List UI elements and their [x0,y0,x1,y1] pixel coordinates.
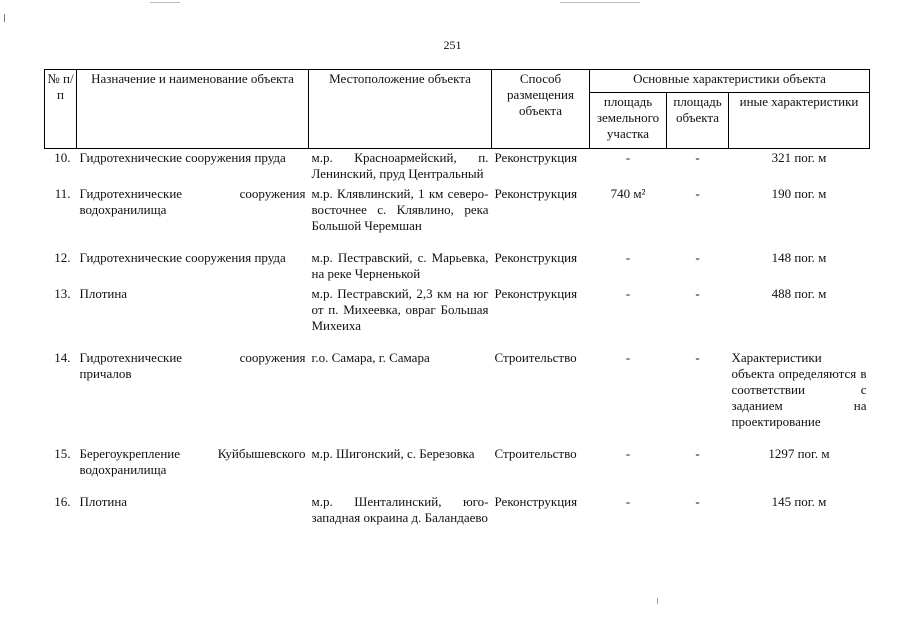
row-method: Реконструкция [494,494,578,509]
header-name: Назначение и наименование объекта [77,70,309,149]
row-location: м.р. Пестравский, 2,3 км на юг от п. Михеевка, овраг Большая Михеиха [311,286,489,333]
row-name: Гидротехнические сооружения пруда [79,250,286,265]
table-body [45,149,870,533]
table-row [45,350,870,446]
header-object-area: площадь объекта [667,93,729,149]
table-row [45,250,870,286]
row-method: Реконструкция [494,150,578,165]
row-other-characteristics: 1297 пог. м [768,446,830,461]
row-other-characteristics: 321 пог. м [771,150,827,165]
scan-speckle [657,598,658,604]
row-number: 10. [54,150,71,165]
row-object-area: - [695,186,700,201]
row-object-area: - [695,286,700,301]
row-location: м.р. Шенталинский, юго-западная окраина д. Баландаево [311,494,489,525]
row-object-area: - [695,350,700,365]
row-land-area: - [625,250,631,265]
row-method: Реконструкция [494,250,578,265]
row-number: 13. [54,286,71,301]
objects-table [44,69,870,532]
header-location: Местоположение объекта [309,70,492,149]
row-land-area: - [625,446,631,461]
scan-speckle [560,2,640,3]
row-method: Реконструкция [494,186,578,201]
table-row [45,286,870,350]
row-land-area: 740 м² [610,186,646,201]
row-other-characteristics: Характеристики объекта определяются в соответствии с заданием на проектирование [731,350,867,429]
page-number: 251 [443,38,462,52]
row-method: Строительство [494,446,577,461]
row-land-area: - [625,350,631,365]
row-name: Гидротехнические сооружения причалов [79,350,306,381]
row-name: Берегоукрепление Куйбышевского водохранилища [79,446,306,477]
row-object-area: - [695,150,700,165]
row-name: Плотина [79,494,128,509]
row-other-characteristics: 488 пог. м [771,286,827,301]
row-location: м.р. Пестравский, с. Марьевка, на реке Черненькой [311,250,489,281]
row-object-area: - [695,446,700,461]
row-land-area: - [625,494,631,509]
header-method: Способ размещения объекта [492,70,590,149]
row-method: Реконструкция [494,286,578,301]
table-row [45,446,870,494]
row-number: 16. [54,494,71,509]
scan-speckle [150,2,180,3]
row-other-characteristics: 145 пог. м [771,494,827,509]
row-other-characteristics: 190 пог. м [771,186,827,201]
row-location: м.р. Красноармейский, п. Ленинский, пруд Центральный [311,150,489,181]
row-location: г.о. Самара, г. Самара [311,350,430,365]
row-name: Гидротехнические сооружения пруда [79,150,286,165]
header-main-characteristics: Основные характеристики объекта [590,70,870,93]
header-land-area: площадь земельного участка [590,93,667,149]
table-header [45,70,870,149]
header-other-characteristics: иные характеристики [729,93,870,149]
row-land-area: - [625,150,631,165]
table-row [45,186,870,250]
row-name: Гидротехнические сооружения водохранилища [79,186,306,217]
row-other-characteristics: 148 пог. м [771,250,827,265]
row-number: 15. [54,446,71,461]
header-num: № п/п [45,70,77,149]
row-object-area: - [695,494,700,509]
table-row [45,149,870,187]
scan-speckle [4,14,5,22]
row-number: 14. [54,350,71,365]
row-name: Плотина [79,286,128,301]
row-land-area: - [625,286,631,301]
row-method: Строительство [494,350,577,365]
row-location: м.р. Шигонский, с. Березовка [311,446,475,461]
table-row [45,494,870,532]
row-object-area: - [695,250,700,265]
row-number: 12. [54,250,71,265]
row-number: 11. [54,186,71,201]
row-location: м.р. Клявлинский, 1 км северо-восточнее с. Клявлино, река Большой Черемшан [311,186,489,233]
